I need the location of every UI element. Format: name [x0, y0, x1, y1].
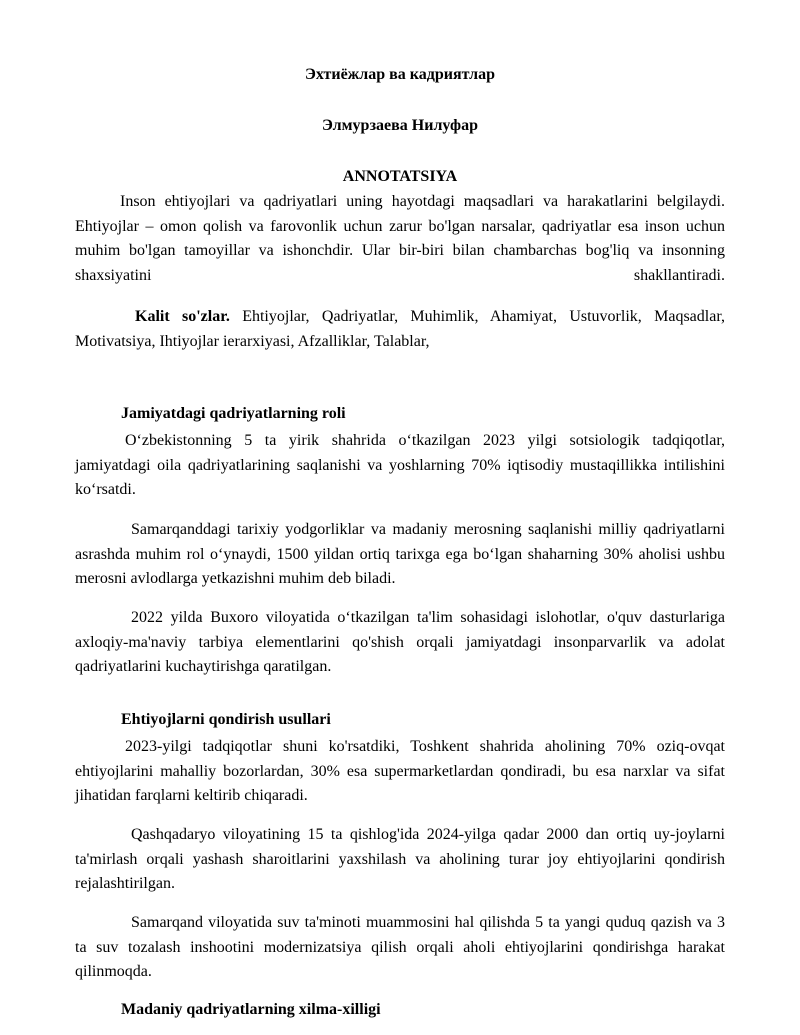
keywords-paragraph: [75, 305, 725, 354]
section-heading-values-role: Jamiyatdagi qadriyatlarning roli: [121, 405, 346, 422]
annotation-heading: ANNOTATSIYA: [342, 168, 458, 185]
section2-paragraph-3: Samarqand viloyatida suv ta'minoti muammosini hal qilishda 5 ta yangi quduq qazish va 3 ta suv tozalash inshootini modernizatsiya qilish orqali aholi ehtiyojlarini qondirishga harakat qilinmoqda.: [75, 914, 725, 980]
section2-paragraph-2: Qashqadaryo viloyatining 15 ta qishlog'ida 2024-yilga qadar 2000 dan ortiq uy-joylarni ta'mirlash orqali yashash sharoitlarini yaxshilash va aholining turar joy ehtiyojlarini qondirish rejalashtirilgan.: [75, 826, 725, 892]
section1-paragraph-3: 2022 yilda Buxoro viloyatida o‘tkazilgan ta'lim sohasidagi islohotlar, o'quv dasturlariga axloqiy-ma'naviy tarbiya elementlarini qo'shish orqali jamiyatdagi insonparvarlik va adolat qadriyatlarini kuchaytirishga qaratilgan.: [75, 609, 725, 675]
document-title: Эхтиёжлар ва кадриятлар: [305, 66, 495, 83]
section1-paragraph-2: Samarqanddagi tarixiy yodgorliklar va madaniy merosning saqlanishi milliy qadriyatlarni asrashda muhim rol o‘ynaydi, 1500 yildan ortiq tarixga ega bo‘lgan shaharning 30% aholisi ushbu merosni avlodlarga yetkazishni muhim deb biladi.: [75, 521, 725, 587]
section2-paragraph-1: 2023-yilgi tadqiqotlar shuni ko'rsatdiki, Toshkent shahrida aholining 70% oziq-ovqat ehtiyojlarini mahalliy bozorlardan, 30% esa supermarketlardan qondiradi, bu esa narxlar va sifat jihatidan farqlarni keltirib chiqaradi.: [75, 738, 725, 804]
section-heading-needs-methods: Ehtiyojlarni qondirish usullari: [121, 711, 331, 728]
annotation-paragraph: Inson ehtiyojlari va qadriyatlari uning hayotdagi maqsadlari va harakatlarini belgilaydi. Ehtiyojlar – omon qolish va farovonlik uchun zarur bo'lgan narsalar, qadriyatlar esa inson uchun muhim bo'lgan tamoyillar va ishonchdir. Ular bir-biri bilan chambarchas bog'liq va insonning shaxsiyatini shakllantiradi.: [75, 193, 725, 284]
document-author: Элмурзаева Нилуфар: [322, 117, 478, 134]
section1-paragraph-1: O‘zbekistonning 5 ta yirik shahrida o‘tkazilgan 2023 yilgi sotsiologik tadqiqotlar, jamiyatdagi oila qadriyatlarining saqlanishi va yoshlarning 70% iqtisodiy mustaqillikka intilishini ko‘rsatdi.: [75, 432, 725, 498]
keywords-label: Kalit so'zlar.: [135, 308, 230, 325]
section-heading-cultural-diversity: Madaniy qadriyatlarning xilma-xilligi: [121, 1001, 381, 1018]
keywords-text: Ehtiyojlar, Qadriyatlar, Muhimlik, Ahamiyat, Ustuvorlik, Maqsadlar, Motivatsiya, Ihtiyojlar ierarxiyasi, Afzalliklar, Talablar,: [75, 308, 726, 350]
